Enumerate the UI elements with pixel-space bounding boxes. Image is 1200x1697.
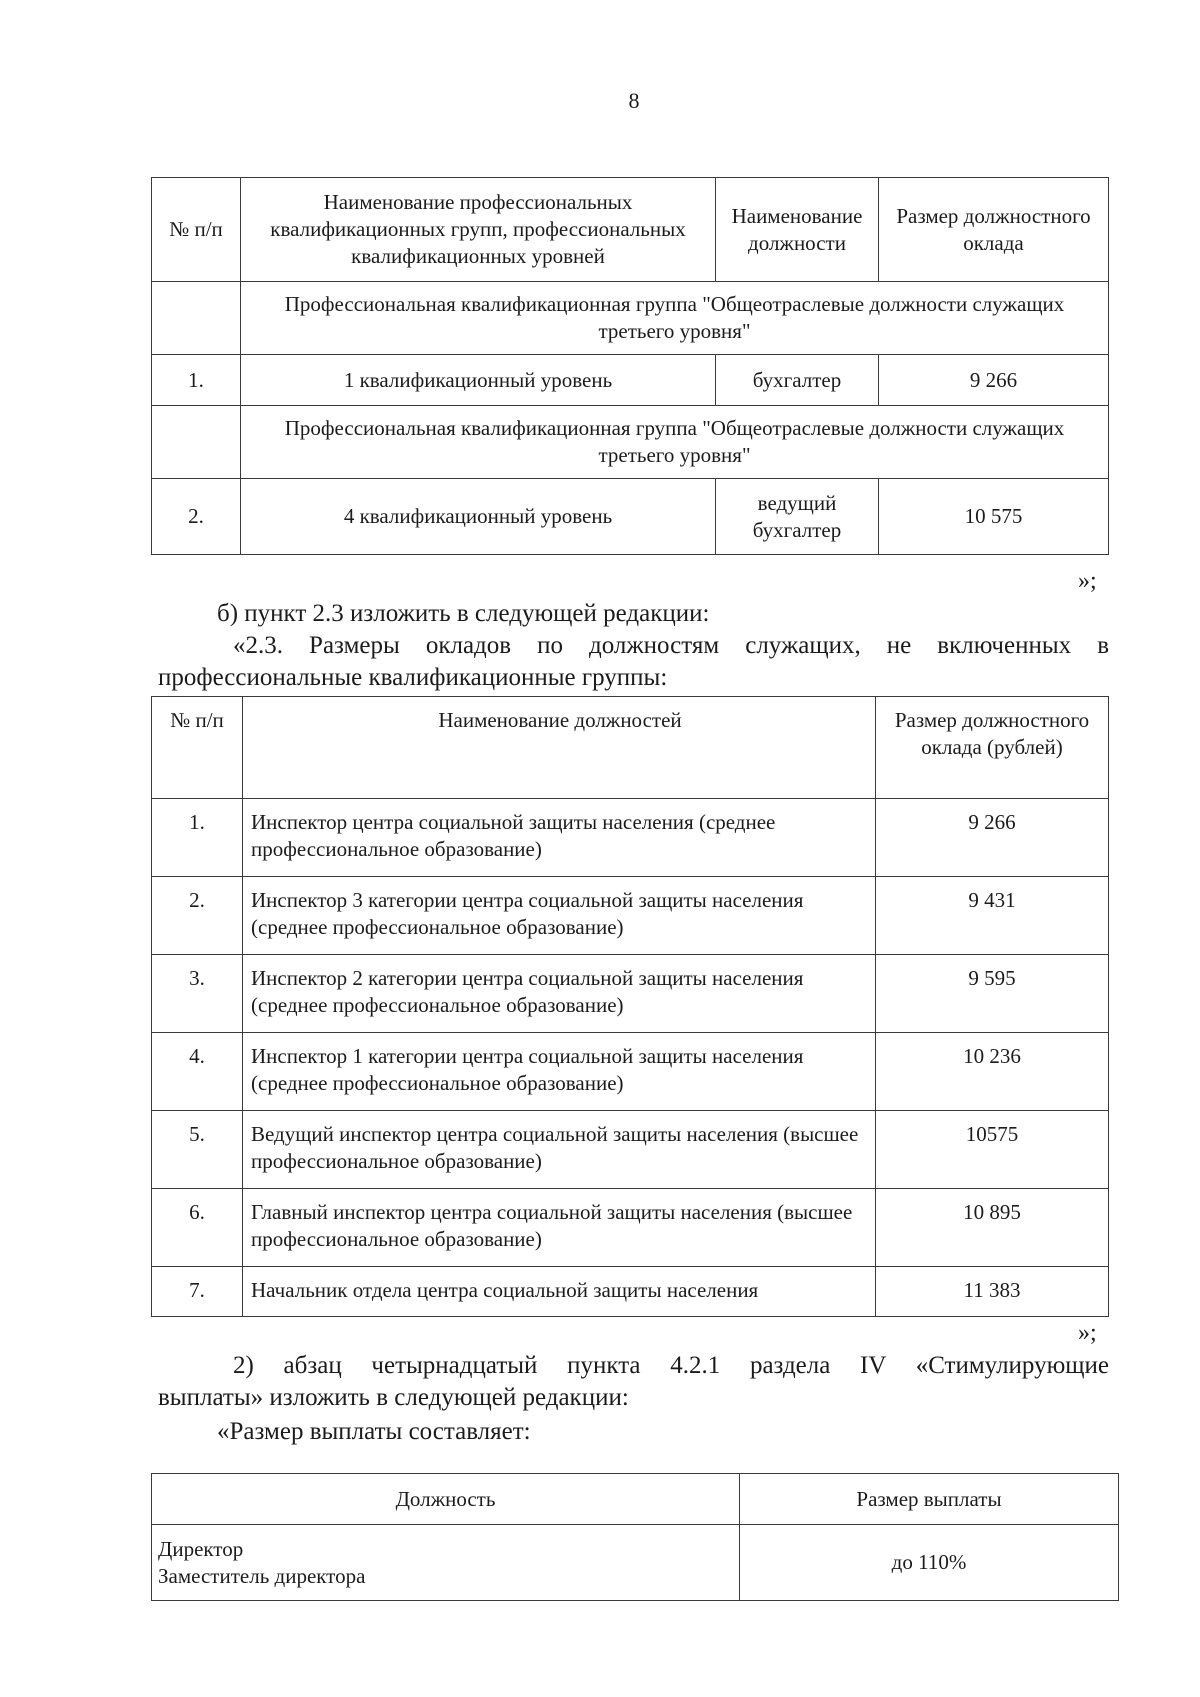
table-row: [152, 1033, 1109, 1111]
t1-position: бухгалтер: [716, 355, 879, 406]
table-row: [152, 877, 1109, 955]
t1-salary: 9 266: [879, 355, 1109, 406]
t1-salary: 10 575: [879, 479, 1109, 555]
paragraph-b: б) пункт 2.3 изложить в следующей редакции:: [217, 600, 710, 627]
table-row: [152, 799, 1109, 877]
paragraph-2-3-line1: «2.3. Размеры окладов по должностям служащих, не включенных в: [233, 632, 1109, 659]
t3-header-payment: Размер выплаты: [740, 1474, 1119, 1525]
t1-group-row: Профессиональная квалификационная группа "Общеотраслевые должности служащих третьего уровня": [241, 406, 1109, 479]
qualification-groups-table: [151, 177, 1109, 555]
t1-header-salary: Размер должностного оклада: [879, 178, 1109, 282]
t2-salary: 10 236: [876, 1033, 1109, 1111]
t2-name: Инспектор центра социальной защиты населения (среднее профессиональное образование): [243, 799, 876, 877]
t2-header-name: Наименование должностей: [243, 697, 876, 799]
t2-num: 6.: [152, 1189, 243, 1267]
t3-header-position: Должность: [152, 1474, 740, 1525]
t2-salary: 9 431: [876, 877, 1109, 955]
page-number: 8: [628, 88, 640, 113]
t2-salary: 9 595: [876, 955, 1109, 1033]
t3-position-director: Директор: [158, 1536, 244, 1561]
table-row: [152, 355, 1109, 406]
paragraph-size: «Размер выплаты составляет:: [217, 1418, 531, 1445]
closing-quote-2: »;: [1078, 1320, 1097, 1346]
table-row: [152, 955, 1109, 1033]
t2-name: Инспектор 2 категории центра социальной защиты населения (среднее профессиональное образование): [243, 955, 876, 1033]
t1-position: ведущий бухгалтер: [716, 479, 879, 555]
t1-num: 2.: [152, 479, 241, 555]
t2-salary: 10 895: [876, 1189, 1109, 1267]
t1-header-position: Наименование должности: [716, 178, 879, 282]
closing-quote-1: »;: [1078, 568, 1097, 594]
t1-header-num: № п/п: [152, 178, 241, 282]
table-row: [152, 1267, 1109, 1317]
t2-num: 1.: [152, 799, 243, 877]
table-row: [152, 1111, 1109, 1189]
t2-num: 3.: [152, 955, 243, 1033]
t1-header-groups: Наименование профессиональных квалификационных групп, профессиональных квалификационных уровней: [241, 178, 716, 282]
t1-num: 1.: [152, 355, 241, 406]
t2-salary: 9 266: [876, 799, 1109, 877]
t3-payment: до 110%: [740, 1525, 1119, 1601]
t2-salary: 10575: [876, 1111, 1109, 1189]
paragraph-2-line1: 2) абзац четырнадцатый пункта 4.2.1 раздела IV «Стимулирующие: [233, 1352, 1109, 1379]
t2-name: Инспектор 1 категории центра социальной защиты населения (среднее профессиональное образование): [243, 1033, 876, 1111]
t2-num: 7.: [152, 1267, 243, 1317]
paragraph-2-line2: выплаты» изложить в следующей редакции:: [158, 1384, 629, 1411]
t2-name: Начальник отдела центра социальной защиты населения: [243, 1267, 876, 1317]
payment-table: [151, 1473, 1119, 1601]
t2-header-num: № п/п: [152, 697, 243, 799]
paragraph-2-3-line2: профессиональные квалификационные группы:: [158, 664, 668, 691]
table-row: [152, 1189, 1109, 1267]
t1-level: 4 квалификационный уровень: [241, 479, 716, 555]
t1-level: 1 квалификационный уровень: [241, 355, 716, 406]
salaries-table: [151, 696, 1109, 1317]
t2-num: 5.: [152, 1111, 243, 1189]
table-row: [152, 479, 1109, 555]
table-row: [152, 1525, 1119, 1601]
t1-group-row: Профессиональная квалификационная группа "Общеотраслевые должности служащих третьего уровня": [241, 282, 1109, 355]
t2-name: Ведущий инспектор центра социальной защиты населения (высшее профессиональное образование): [243, 1111, 876, 1189]
t2-header-salary: Размер должностного оклада (рублей): [876, 697, 1109, 799]
t3-position-deputy: Заместитель директора: [158, 1563, 366, 1588]
t2-num: 4.: [152, 1033, 243, 1111]
t2-num: 2.: [152, 877, 243, 955]
t2-salary: 11 383: [876, 1267, 1109, 1317]
t2-name: Инспектор 3 категории центра социальной защиты населения (среднее профессиональное образование): [243, 877, 876, 955]
t2-name: Главный инспектор центра социальной защиты населения (высшее профессиональное образование): [243, 1189, 876, 1267]
